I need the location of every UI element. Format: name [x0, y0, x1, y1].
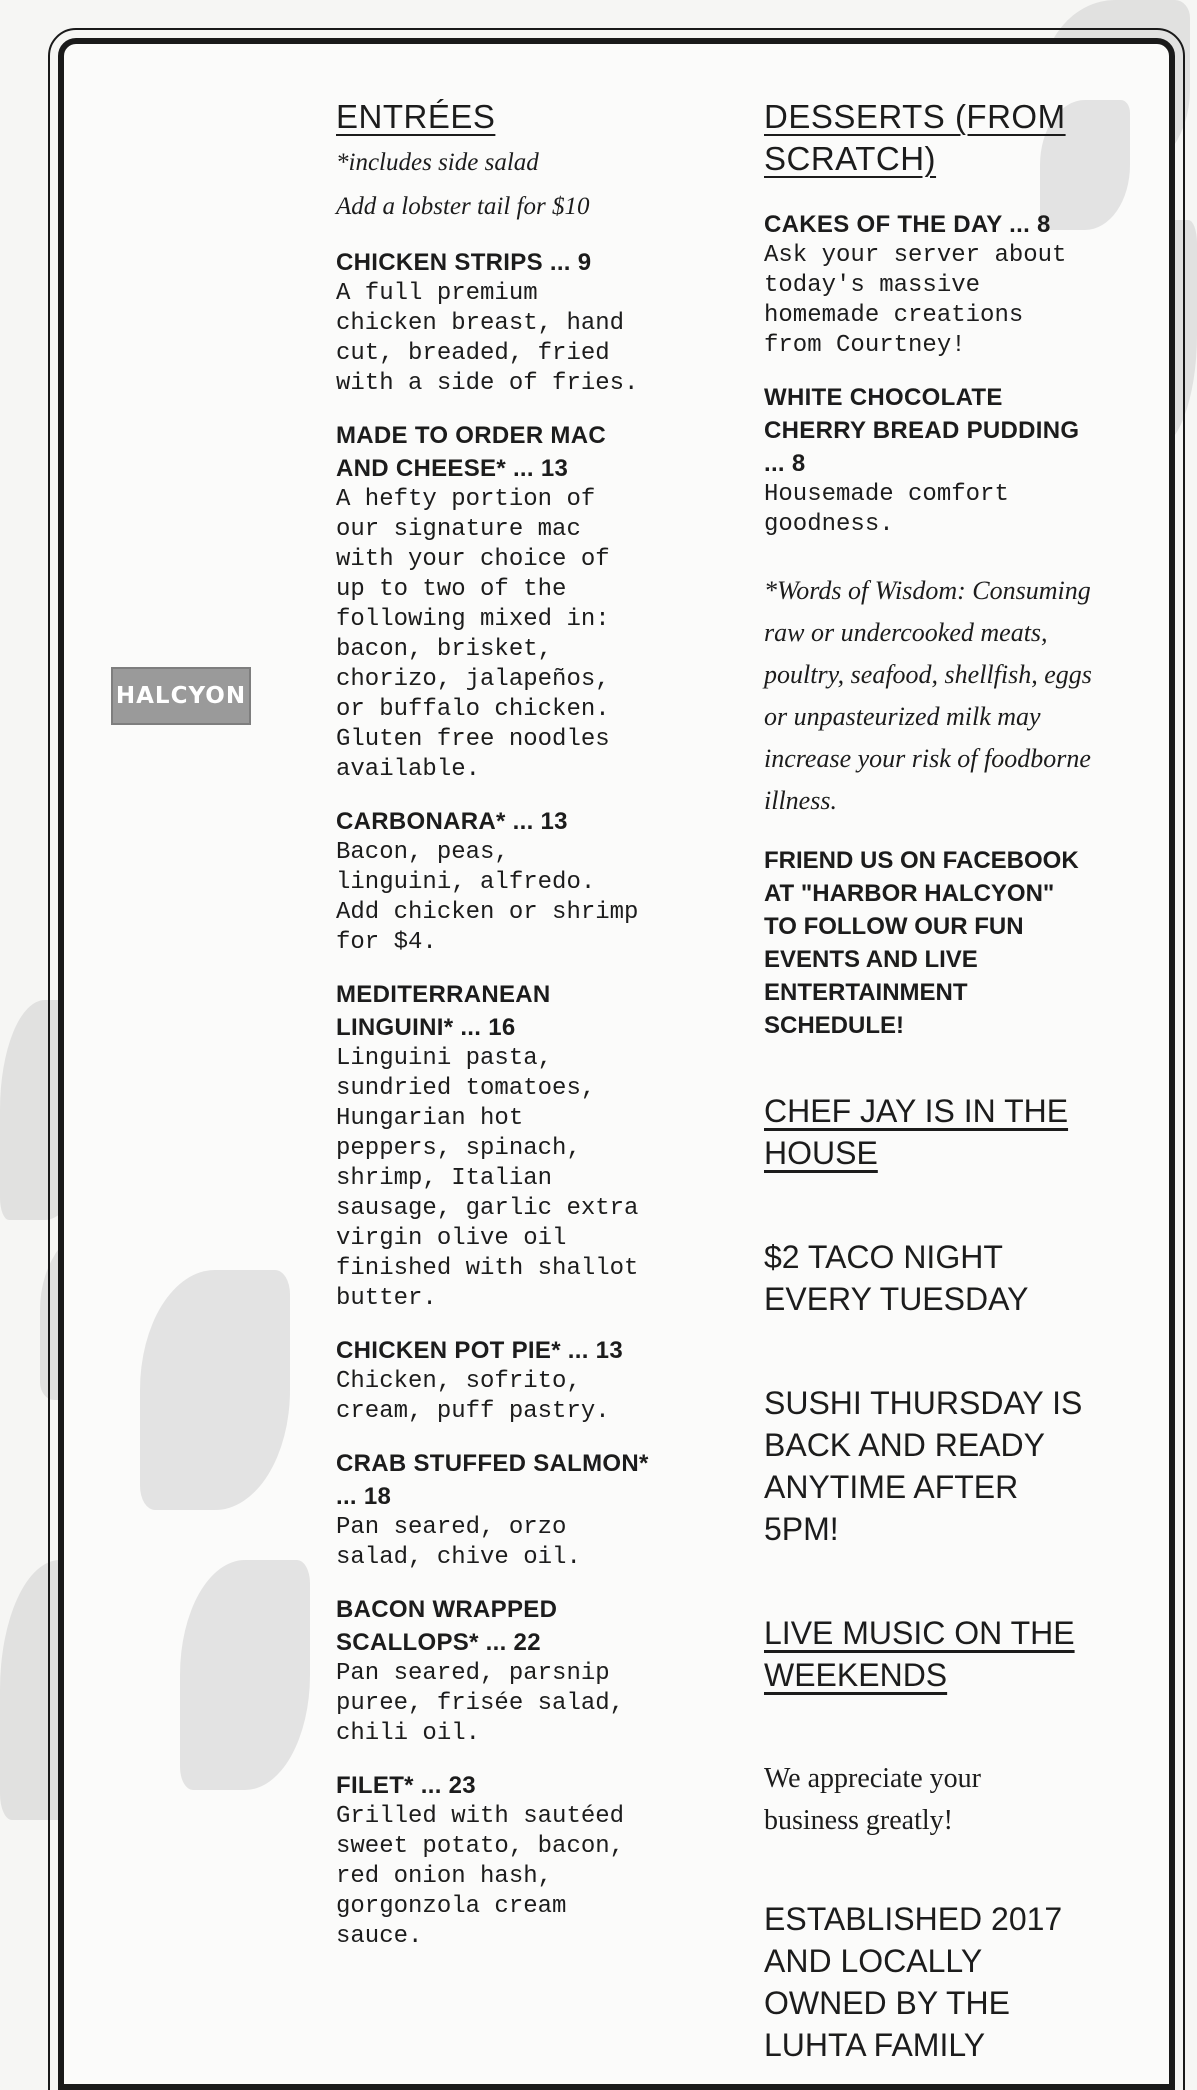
menu-item	[764, 208, 1104, 361]
chef-announcement: CHEF JAY IS IN THE HOUSE	[764, 1093, 1069, 1171]
item-name: FILET* ... 23	[336, 1772, 476, 1799]
menu-item	[336, 1593, 726, 1749]
menu-item	[764, 381, 1104, 540]
menu-item	[336, 1447, 726, 1573]
item-name: MEDITERRANEAN LINGUINI* ... 16	[336, 981, 551, 1041]
item-name: CHICKEN STRIPS ... 9	[336, 249, 592, 276]
entrees-title: ENTRÉES	[336, 98, 496, 135]
item-name: CARBONARA* ... 13	[336, 808, 568, 835]
item-description: A full premium chicken breast, hand cut, breaded, fried with a side of fries.	[336, 280, 639, 397]
appreciation-note: We appreciate your business greatly!	[764, 1763, 981, 1836]
item-description: Bacon, peas, linguini, alfredo. Add chicken or shrimp for $4.	[336, 839, 639, 956]
menu-item	[336, 1769, 726, 1952]
side-salad-note: *includes side salad	[336, 149, 539, 176]
desserts-title: DESSERTS (FROM SCRATCH)	[764, 98, 1066, 177]
desserts-column	[764, 96, 1104, 2066]
established-note: ESTABLISHED 2017 AND LOCALLY OWNED BY THE LUHTA FAMILY	[764, 1901, 1063, 2063]
item-name: WHITE CHOCOLATE CHERRY BREAD PUDDING ... 8	[764, 384, 1080, 477]
lobster-note: Add a lobster tail for $10	[336, 193, 590, 220]
item-description: Chicken, sofrito, cream, puff pastry.	[336, 1368, 610, 1425]
leaf-decoration	[140, 1270, 290, 1510]
menu-item	[336, 805, 726, 958]
item-description: Pan seared, parsnip puree, frisée salad, chili oil.	[336, 1660, 625, 1747]
entrees-column	[336, 96, 726, 1972]
item-description: A hefty portion of our signature mac with your choice of up to two of the following mixed in: bacon, brisket, chorizo, jalapeños, or buffalo chicken. Gluten free noodles available.	[336, 486, 610, 783]
taco-night: $2 TACO NIGHT EVERY TUESDAY	[764, 1239, 1029, 1317]
item-name: CAKES OF THE DAY ... 8	[764, 211, 1051, 238]
item-name: CRAB STUFFED SALMON* ... 18	[336, 1450, 649, 1510]
live-music: LIVE MUSIC ON THE WEEKENDS	[764, 1615, 1075, 1693]
menu-item	[336, 978, 726, 1314]
food-safety-notice: *Words of Wisdom: Consuming raw or undercooked meats, poultry, seafood, shellfish, eggs or unpasteurized milk may increase your risk of foodborne illness.	[764, 576, 1092, 815]
item-description: Pan seared, orzo salad, chive oil.	[336, 1514, 581, 1571]
menu-item	[336, 1334, 726, 1427]
leaf-decoration	[180, 1560, 310, 1790]
menu-item	[336, 246, 726, 399]
item-name: CHICKEN POT PIE* ... 13	[336, 1337, 623, 1364]
menu-item	[336, 419, 726, 785]
item-name: BACON WRAPPED SCALLOPS* ... 22	[336, 1596, 558, 1656]
facebook-promo: FRIEND US ON FACEBOOK AT "HARBOR HALCYON" TO FOLLOW OUR FUN EVENTS AND LIVE ENTERTAINMENT SCHEDULE!	[764, 847, 1079, 1039]
item-description: Linguini pasta, sundried tomatoes, Hungarian hot peppers, spinach, shrimp, Italian sausage, garlic extra virgin olive oil finished with shallot butter.	[336, 1045, 639, 1312]
item-description: Ask your server about today's massive homemade creations from Courtney!	[764, 242, 1067, 359]
item-description: Housemade comfort goodness.	[764, 481, 1009, 538]
sushi-thursday: SUSHI THURSDAY IS BACK AND READY ANYTIME AFTER 5PM!	[764, 1385, 1083, 1547]
item-name: MADE TO ORDER MAC AND CHEESE* ... 13	[336, 422, 606, 482]
halcyon-logo: HALCYON	[111, 667, 251, 725]
item-description: Grilled with sautéed sweet potato, bacon, red onion hash, gorgonzola cream sauce.	[336, 1803, 625, 1950]
